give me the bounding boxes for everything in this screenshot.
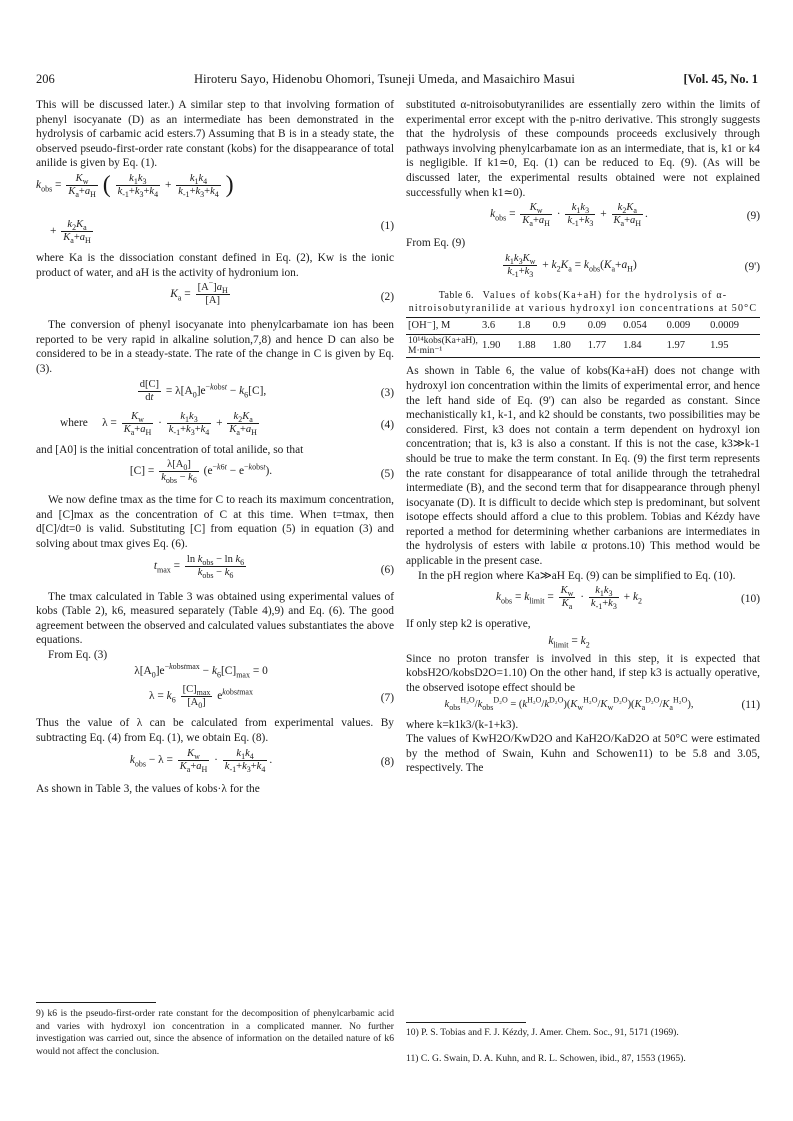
cell: 0.9 bbox=[552, 319, 566, 331]
table-caption-text: Values of kobs(Ka+aH) for the hydrolysis of α-nitroisobutyranilide at various hydroxyl ion concentrations at 50°C bbox=[408, 289, 758, 314]
cell: 1.88 bbox=[517, 340, 536, 352]
equation-number: (9) bbox=[746, 210, 760, 223]
equation-8: $k_{obs} - \lambda$ = $\frac{K_w}{K_a+a_H}$ · $\frac{k_1k_4}{k_{-1}+k_3+k_4}$ . (8) bbox=[129, 747, 394, 774]
paragraph: where Ka is the dissociation constant defined in Eq. (2), Kw is the ionic product of water, and aH is the activity of hydronium ion. bbox=[36, 251, 394, 279]
paragraph: The values of KwH2O/KwD2O and KaH2O/KaD2O at 50°C were estimated by the method of Swain, Kuhn and Schowen11) to be 5.8 and 3.05, respectively. The bbox=[406, 733, 760, 775]
footnote-11: 11) C. G. Swain, D. A. Kuhn, and R. L. Schowen, ibid., 87, 1553 (1965). bbox=[406, 1053, 686, 1064]
paragraph: The conversion of phenyl isocyanate into phenylcarbamate ion has been reported to be very rapid in alkaline solution,7,8) and hence D can also be considered to be in a steady-state. The rate of the change in C is given by Eq. (3). bbox=[36, 319, 394, 375]
equation-11: $k_{obs}^{H_2O}/k_{obs}^{D_2O} = (k^{H_2O}/k^{D_2O})(K_w^{H_2O}/K_w^{D_2O})(K_a^{D_2O}/K_a^{H_2O})$, (11) bbox=[444, 695, 760, 712]
cell: 0.009 bbox=[666, 319, 691, 331]
equation-1-cont: + $\frac{k_2K_a}{K_a+a_H}$ (1) bbox=[50, 218, 394, 246]
left-column bbox=[36, 98, 394, 796]
paragraph: If only step k2 is operative, bbox=[406, 618, 531, 631]
equation-1: $k_{obs}$ = $\frac{K_w}{K_a+a_H}$ ( $\frac{k_1k_3}{k_{-1}+k_3+k_4}$ + $\frac{k_1k_4}{k_{-1}+k_3+k_4}$ ) bbox=[36, 172, 234, 200]
row-label: 10¹⁴kobs(Ka+aH), M·min⁻¹ bbox=[408, 336, 478, 357]
equation-klimit: $k_{limit} = k_2$ bbox=[548, 634, 590, 650]
equation-number: (11) bbox=[741, 698, 760, 711]
equation-7: $\lambda = k_6$ $\frac{[C]_{max}}{[A_0]}$ $e^{kobstmax}$ (7) bbox=[149, 684, 394, 711]
page-header bbox=[36, 72, 758, 88]
equation-number: (3) bbox=[380, 386, 394, 399]
cell: 1.8 bbox=[517, 319, 531, 331]
equation-number: (9') bbox=[744, 260, 760, 273]
table-row bbox=[406, 335, 760, 358]
equation-5: [C] = $\frac{\lambda[A_0]}{k_{obs} - k_6}$ $(e^{-k6t} - e^{-kobst})$. (5) bbox=[129, 459, 394, 486]
equation-number: (6) bbox=[380, 563, 394, 576]
footnote-9: 9) k6 is the pseudo-first-order rate constant for the decomposition of phenylcarbamic acid and varies with hydroxyl ion concentration in a complicated manner. No further investigation was carried out, since the absence of information on the detailed nature of k6 would not affect the conclusion. bbox=[36, 1008, 394, 1057]
cell: 0.054 bbox=[623, 319, 647, 331]
paragraph: We now define tmax as the time for C to reach its maximum concentration, and [C]max as the concentration of C at this time. When t=tmax, then d[C]/dt=0 is valid. Substituting [C] from equation (5) in equation (3) and solving about tmax gives Eq. (6). bbox=[36, 494, 394, 550]
paragraph: This will be discussed later.) A similar step to that involving formation of phenyl isocyanate (D) as an intermediate has been demonstrated in the hydrolysis of carbamic acid esters.7) Assuming that B is in a steady state, the observed pseudo-first-order rate constant (kobs) for the disappearance of total anilide is given by Eq. (1). bbox=[36, 99, 394, 170]
cell: 1.90 bbox=[482, 340, 501, 352]
paragraph: In the pH region where Ka≫aH Eq. (9) can be simplified to Eq. (10). bbox=[418, 569, 736, 582]
table-label: Table 6. bbox=[438, 289, 474, 301]
volume-info: [Vol. 45, No. 1 bbox=[683, 72, 758, 86]
equation-6: $t_{max}$ = $\frac{\ln k_{obs} - \ln k_6}{k_{obs} - k_6}$ (6) bbox=[153, 553, 394, 580]
paragraph: From Eq. (9) bbox=[406, 237, 466, 250]
page-number: 206 bbox=[36, 72, 55, 86]
cell: 0.0009 bbox=[710, 319, 739, 331]
footnote-rule bbox=[406, 1022, 526, 1023]
equation-number: (10) bbox=[741, 593, 760, 606]
running-authors: Hiroteru Sayo, Hidenobu Ohomori, Tsuneji Umeda, and Masaichiro Masui bbox=[194, 72, 575, 86]
paragraph: Since no proton transfer is involved in this step, it is expected that kobsH2O/kobsD2O=1.10) On the other hand, if step k3 is actually operative, the observed isotope effect should be bbox=[406, 652, 760, 695]
cell: 0.09 bbox=[587, 319, 607, 331]
cell: 1.97 bbox=[666, 340, 685, 352]
equation-7a: $\lambda[A_0]e^{-kobstmax} - k_6[C]_{max} = 0$ bbox=[134, 662, 268, 680]
table-caption bbox=[406, 289, 760, 315]
equation-number: (7) bbox=[380, 692, 394, 705]
equation-number: (5) bbox=[380, 468, 394, 481]
equation-10: $k_{obs} = k_{limit}$ = $\frac{K_w}{K_a}$ · $\frac{k_1k_3}{k_{-1}+k_3}$ + $k_2$ (10) bbox=[495, 585, 760, 612]
equation-9-prime: $\frac{k_1k_3K_w}{k_{-1}+k_3}$ + $k_2K_a = k_{obs}(K_a+a_H)$ (9') bbox=[505, 252, 760, 279]
cell: 3.6 bbox=[482, 319, 496, 331]
equation-number: (1) bbox=[380, 219, 394, 232]
cell: 1.77 bbox=[587, 340, 607, 352]
equation-number: (2) bbox=[380, 291, 394, 304]
equation-3: $\frac{d[C]}{dt}$ = $\lambda[A_0]e^{-kobst} - k_6[C]$, (3) bbox=[139, 378, 394, 403]
paragraph: and [A0] is the initial concentration of total anilide, so that bbox=[36, 443, 304, 456]
paragraph: where k=k1k3/(k-1+k3). bbox=[406, 718, 519, 731]
equation-9: $k_{obs}$ = $\frac{K_w}{K_a+a_H}$ · $\frac{k_1k_3}{k_{-1}+k_3}$ + $\frac{k_2K_a}{K_a+a_H}$ . (9) bbox=[490, 202, 760, 229]
paragraph: substituted α-nitroisobutyranilides are essentially zero within the limits of experimental error except with the p-nitro derivative. This strongly suggests that the hydrolysis of these compounds proceeds exclusively through pathways involving phenylcarbamate ion as an intermediate, that is, k1 or k4 is negligible. If k1≃0, Eq. (1) can be reduced to Eq. (9). (As will be discussed later, the experimental results obtained were not explained successfully when k1≃0). bbox=[406, 99, 760, 199]
paragraph: As shown in Table 6, the value of kobs(Ka+aH) does not change with hydroxyl ion concentration within the limits of experimental error, and hence the left hand side of Eq. (9') can also be regarded as constant. Since mechanistically k1, k-1, and k2 should be constants, two possibilities may be considered. First, k3 does not contain a term dependent on hydroxyl ion concentration; that is, k3 is also a constant. If this is not the case, k3≫k-1 should be true to make the term constant. In Eq. (9) the first term represents the rate constant for disappearance of total anilide through the tetrahedral intermediate (B), and the second term that for disappearance through phenyl isocyanate (D). It is difficult to decide which step is predominant, but solvent isotope effects should afford a clue to this problem. Tobias and Kézdy have reported a method for determining whether carbanions are intermediates in the hydrolysis of esters with labile α protons.10) This method would be applicable in the present case. bbox=[406, 365, 760, 568]
footnote-10: 10) P. S. Tobias and F. J. Kézdy, J. Amer. Chem. Soc., 91, 5171 (1969). bbox=[406, 1027, 679, 1038]
cell: 1.84 bbox=[623, 340, 642, 352]
paragraph: Thus the value of λ can be calculated from experimental values. By subtracting Eq. (4) from Eq. (1), we obtain Eq. (8). bbox=[36, 717, 394, 745]
table bbox=[406, 317, 760, 359]
footnote-rule bbox=[36, 1002, 156, 1003]
paragraph: From Eq. (3) bbox=[48, 648, 108, 661]
where-label: where bbox=[60, 416, 88, 429]
table-row bbox=[406, 317, 760, 335]
equation-4: where λ = $\frac{K_w}{K_a+a_H}$ · $\frac{k_1k_3}{k_{-1}+k_3+k_4}$ + $\frac{k_2K_a}{K_a+a_H}$ (4) bbox=[60, 410, 394, 437]
paragraph: The tmax calculated in Table 3 was obtained using experimental values of kobs (Table 2), k6, measured separately (Table 4),9) and Eq. (6). The good agreement between the observed and calculated values substantiates the above equations. bbox=[36, 590, 394, 647]
equation-number: (8) bbox=[380, 755, 394, 768]
row-label: [OH⁻], M bbox=[408, 319, 451, 331]
table-6 bbox=[406, 289, 760, 359]
cell: 1.95 bbox=[710, 340, 729, 352]
equation-number: (4) bbox=[380, 418, 394, 431]
cell: 1.80 bbox=[552, 340, 571, 352]
equation-2: $K_a$ = $\frac{[A^-]a_H}{[A]}$ (2) bbox=[170, 278, 394, 307]
right-column bbox=[406, 98, 760, 776]
paragraph: As shown in Table 3, the values of kobs·λ for the bbox=[36, 782, 260, 795]
